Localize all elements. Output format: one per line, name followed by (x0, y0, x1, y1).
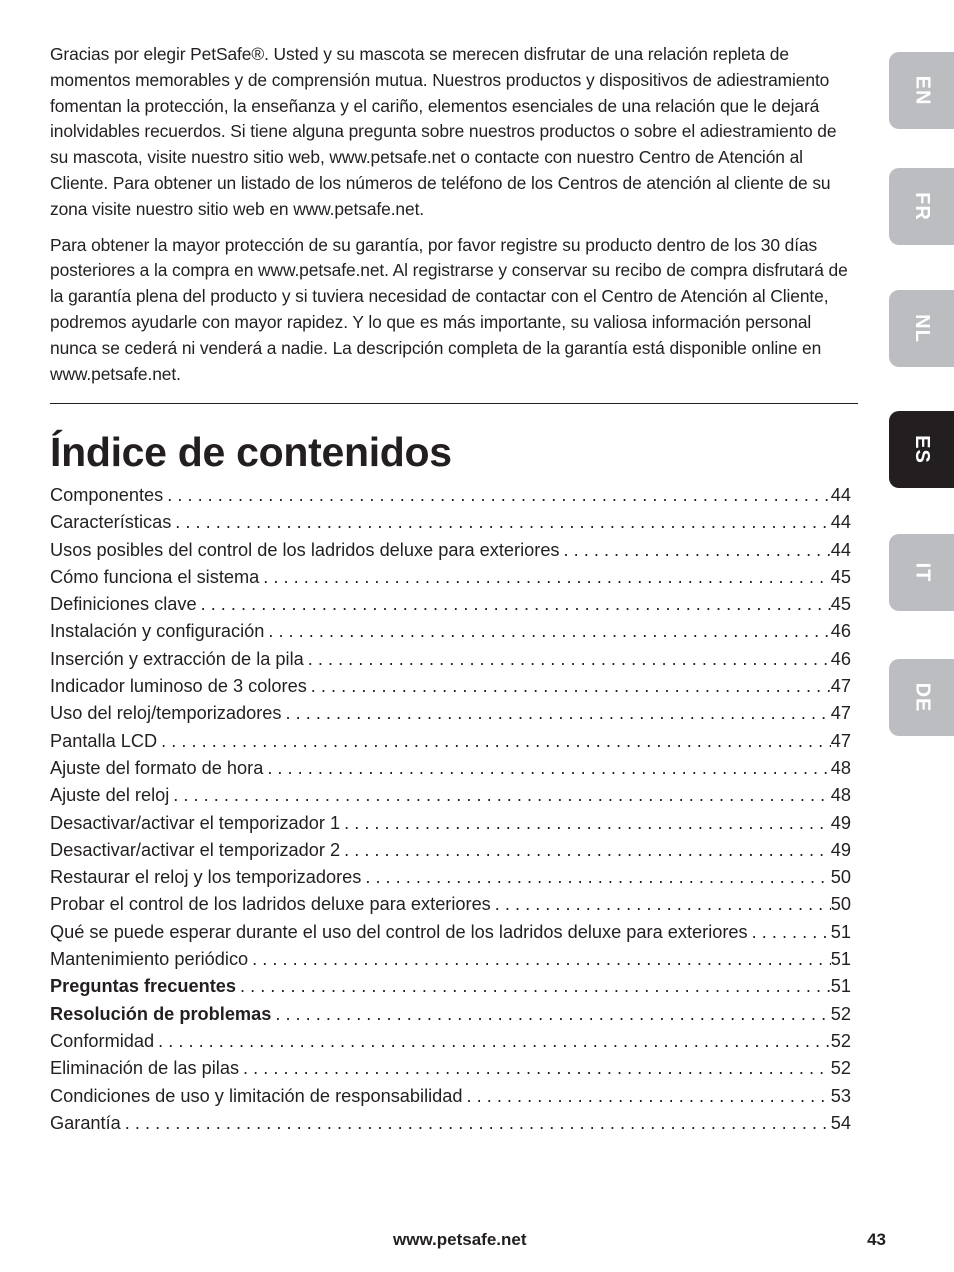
toc-entry[interactable] (50, 564, 851, 591)
toc-entry[interactable] (50, 509, 851, 536)
toc-entry[interactable] (50, 700, 851, 727)
intro-text (50, 42, 858, 397)
toc-entry-label: Mantenimiento periódico (50, 949, 249, 970)
toc-entry-page: 44 (830, 485, 851, 505)
toc-dot-leader (263, 755, 830, 782)
toc-entry-label: Componentes (50, 485, 164, 505)
toc-entry[interactable] (50, 891, 851, 918)
toc-entry-label: Ajuste del formato de hora (50, 757, 264, 778)
toc-dot-leader (264, 618, 830, 645)
toc-dot-leader (271, 1001, 830, 1028)
toc-entry[interactable] (50, 1083, 851, 1110)
toc-entry-label: Características (50, 512, 172, 533)
toc-dot-leader (491, 891, 831, 918)
toc-entry-label: Restaurar el reloj y los temporizadores (50, 867, 362, 888)
toc-entry-page: 45 (830, 594, 851, 615)
page-number: 43 (867, 1230, 886, 1249)
toc-dot-leader (248, 946, 831, 973)
toc-entry-label: Qué se puede esperar durante el uso del control de los ladridos deluxe para exteriores (50, 921, 748, 942)
language-tab-label: EN (910, 75, 933, 106)
toc-entry[interactable] (50, 782, 851, 809)
language-tab-label: NL (910, 314, 933, 343)
toc-entry-page: 52 (830, 1058, 851, 1079)
toc-entry-page: 46 (830, 648, 851, 669)
language-tab-de[interactable] (889, 659, 954, 736)
toc-entry-page: 48 (830, 757, 851, 778)
toc-entry-page: 53 (830, 1085, 851, 1106)
toc-dot-leader (282, 700, 831, 727)
toc-entry[interactable] (50, 810, 851, 837)
toc-entry-label: Ajuste del reloj (50, 785, 170, 806)
language-tab-label: ES (911, 435, 933, 464)
toc-entry-label: Eliminación de las pilas (50, 1058, 240, 1079)
toc-entry-label: Garantía (50, 1112, 121, 1133)
toc-entry-label: Definiciones clave (50, 594, 197, 615)
toc-dot-leader (157, 728, 831, 755)
toc-dot-leader (239, 1055, 831, 1082)
toc-entry-page: 47 (830, 730, 851, 751)
toc-entry-label: Indicador luminoso de 3 colores (50, 676, 307, 697)
toc-entry-label: Resolución de problemas (50, 1003, 272, 1024)
toc-dot-leader (307, 673, 831, 700)
toc-entry-label: Inserción y extracción de la pila (50, 648, 304, 669)
toc-entry-label: Desactivar/activar el temporizador 2 (50, 839, 341, 860)
toc-title: Índice de contenidos (50, 429, 452, 475)
language-tab-it[interactable] (889, 534, 954, 611)
toc-dot-leader (154, 1028, 831, 1055)
language-tab-label: IT (911, 562, 933, 583)
toc-entry-page: 50 (830, 867, 851, 888)
language-tab-label: FR (910, 192, 933, 221)
language-tab-en[interactable] (889, 52, 954, 129)
toc-entry-page: 47 (830, 703, 851, 724)
toc-entry[interactable] (50, 864, 851, 891)
toc-entry-page: 46 (830, 621, 851, 642)
toc-entry-label: Probar el control de los ladridos deluxe para exteriores (50, 894, 491, 915)
toc-entry-page: 51 (830, 921, 851, 942)
toc-dot-leader (304, 646, 831, 673)
toc-entry-page: 50 (830, 894, 851, 915)
toc-entry-page: 44 (830, 539, 851, 560)
toc-entry-label: Instalación y configuración (50, 621, 265, 642)
toc-entry[interactable] (50, 837, 851, 864)
toc-dot-leader (259, 564, 831, 591)
toc-entry[interactable] (50, 673, 851, 700)
toc-dot-leader (236, 973, 831, 1000)
toc-entry[interactable] (50, 946, 851, 973)
toc-entry-page: 52 (830, 1003, 851, 1024)
language-tab-es[interactable] (889, 411, 954, 488)
toc-entry[interactable] (50, 1055, 851, 1082)
toc-entry-page: 45 (830, 566, 851, 587)
toc-entry[interactable] (50, 919, 851, 946)
toc-entry-page: 51 (830, 949, 851, 970)
toc-entry-page: 44 (830, 512, 851, 533)
toc-entry-page: 49 (830, 839, 851, 860)
toc-entry[interactable] (50, 537, 851, 564)
toc-entry-label: Preguntas frecuentes (50, 976, 236, 997)
toc-dot-leader (197, 591, 831, 618)
toc-entry-page: 47 (830, 676, 851, 697)
toc-entry-label: Conformidad (50, 1030, 155, 1051)
toc-entry[interactable] (50, 1110, 851, 1137)
toc-entry[interactable] (50, 1028, 851, 1055)
toc-entry[interactable] (50, 728, 851, 755)
toc-dot-leader (361, 864, 830, 891)
toc-dot-leader (560, 537, 831, 564)
toc-entry[interactable] (50, 646, 851, 673)
toc-entry-page: 48 (830, 785, 851, 806)
toc-entry-page: 51 (830, 976, 851, 997)
footer-url: www.petsafe.net (393, 1230, 527, 1249)
toc-entry-label: Pantalla LCD (50, 730, 158, 751)
toc-entry[interactable] (50, 1001, 851, 1028)
toc-dot-leader (163, 482, 831, 509)
toc-entry-label: Uso del reloj/temporizadores (50, 703, 282, 724)
toc-entry[interactable] (50, 973, 851, 1000)
toc-entry[interactable] (50, 618, 851, 645)
toc-dot-leader (748, 919, 831, 946)
table-of-contents (50, 482, 851, 1137)
language-tab-fr[interactable] (889, 168, 954, 245)
section-divider (50, 403, 858, 404)
toc-dot-leader (121, 1110, 831, 1137)
toc-entry-label: Usos posibles del control de los ladridos deluxe para exteriores (50, 539, 560, 560)
toc-entry-label: Cómo funciona el sistema (50, 566, 260, 587)
toc-entry-label: Desactivar/activar el temporizador 1 (50, 812, 341, 833)
toc-dot-leader (340, 810, 831, 837)
language-tab-label: DE (910, 682, 933, 713)
toc-entry-page: 52 (830, 1030, 851, 1051)
toc-dot-leader (340, 837, 831, 864)
toc-entry-page: 54 (830, 1112, 851, 1133)
toc-entry-label: Condiciones de uso y limitación de responsabilidad (50, 1085, 463, 1106)
toc-entry[interactable] (50, 591, 851, 618)
toc-dot-leader (169, 782, 830, 809)
intro-paragraph-2: Para obtener la mayor protección de su garantía, por favor registre su producto dentro de los 30 días posteriores a la compra en www.petsafe.net. Al registrarse y conservar su recibo de compra disfrutará de la garantía plena del producto y si tuviera necesidad de contactar con el Centro de Atención al Cliente, podremos ayudarle con mayor rapidez. Y lo que es más importante, su valiosa información personal nunca se cederá ni venderá a nadie. La descripción completa de la garantía está disponible online en www.petsafe.net. (50, 234, 848, 384)
intro-paragraph-1: Gracias por elegir PetSafe®. Usted y su mascota se merecen disfrutar de una relación repleta de momentos memorables y de comprensión mutua. Nuestros productos y dispositivos de adiestramiento fomentan la protección, la enseñanza y el cariño, elementos esenciales de una relación que le dejará inolvidables recuerdos. Si tiene alguna pregunta sobre nuestros productos o sobre el adiestramiento de su mascota, visite nuestro sitio web, www.petsafe.net o contacte con nuestro Centro de Atención al Cliente. Para obtener un listado de los números de teléfono de los Centros de atención al cliente de su zona visite nuestro sitio web en www.petsafe.net. (50, 44, 837, 219)
toc-dot-leader (171, 509, 830, 536)
toc-entry-page: 49 (830, 812, 851, 833)
language-tab-nl[interactable] (889, 290, 954, 367)
toc-entry[interactable] (50, 755, 851, 782)
toc-dot-leader (463, 1083, 831, 1110)
toc-entry[interactable] (50, 482, 851, 509)
